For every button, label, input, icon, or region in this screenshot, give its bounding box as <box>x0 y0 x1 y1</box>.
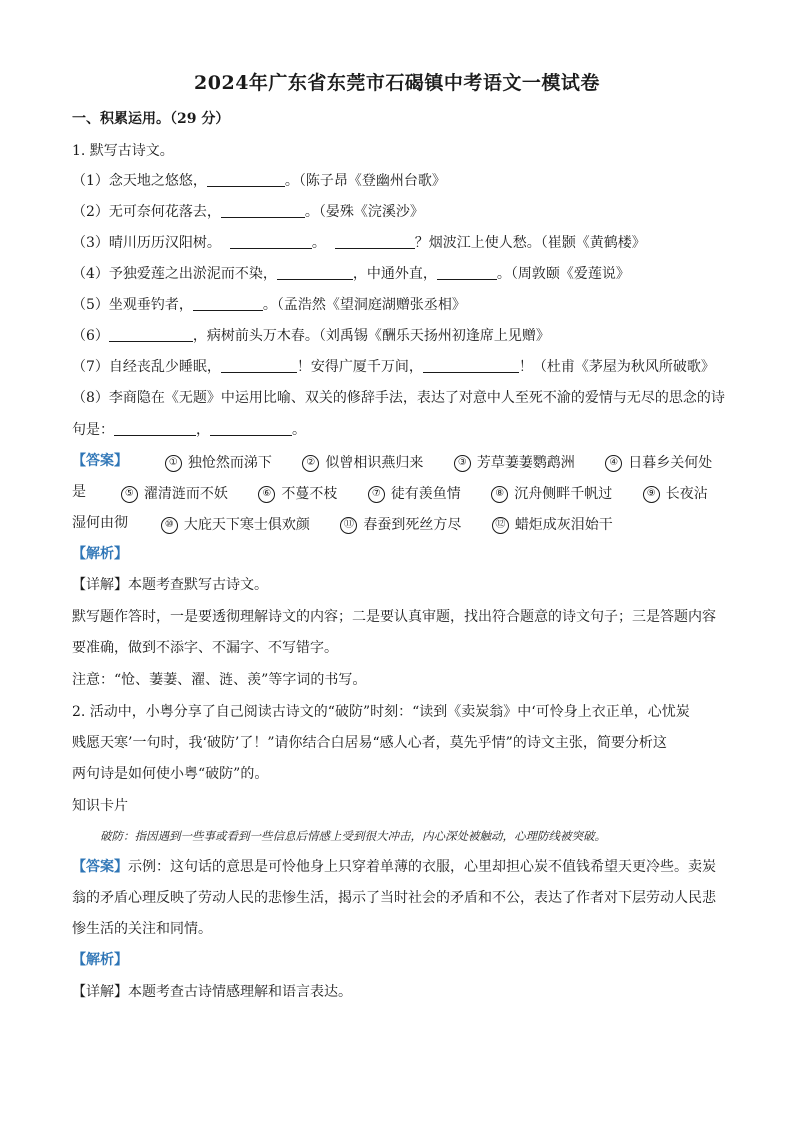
q2-line-1: 2. 活动中，小粤分享了自己阅读古诗文的“破防”时刻：“读到《卖炭翁》中‘可怜身上衣正单，心忧炭 <box>72 704 690 720</box>
detail-tag: 【详解】 <box>72 984 128 1000</box>
answer-item <box>491 484 612 504</box>
answer-text: 日暮乡关何处 <box>628 455 713 471</box>
item-text: （5）坐观垂钓者， <box>72 297 193 313</box>
q2-answer-line-3: 惨生活的关注和同情。 <box>72 921 212 937</box>
number-badge: ⑫ <box>492 517 509 534</box>
answer-item <box>161 515 310 535</box>
answer-blank <box>221 358 297 373</box>
q1-paragraph-1: 默写题作答时，一是要透彻理解诗文的内容；二是要认真审题，找出符合题意的诗文句子；三是答题内容 <box>72 609 716 625</box>
answer-blank <box>230 234 312 249</box>
q1-item-4 <box>72 264 732 284</box>
item-text: （3）晴川历历汉阳树。 <box>72 235 221 251</box>
item-source: 。（周敦颐《爱莲说》 <box>496 266 630 282</box>
answer-blank <box>437 265 497 280</box>
answer-item <box>258 484 337 504</box>
answer-text: 芳草萋萋鹦鹉洲 <box>476 455 575 471</box>
q1-answer-row-3 <box>72 513 732 535</box>
answer-blank <box>114 421 196 436</box>
answer-blank <box>210 421 292 436</box>
analysis-tag: 【解析】 <box>72 952 128 968</box>
item-source: ，病树前头万木春。（刘禹锡《酬乐天扬州初逢席上见赠》 <box>192 328 550 344</box>
answer-item <box>121 484 228 504</box>
page-title: 2024年广东省东莞市石碣镇中考语文一模试卷 <box>194 72 600 94</box>
answer-text: 不蔓不枝 <box>281 486 338 502</box>
q1-answer-row-1 <box>72 451 732 473</box>
q2-detail <box>72 982 732 1002</box>
q1-stem: 1. 默写古诗文。 <box>72 143 174 159</box>
answer-item <box>368 484 461 504</box>
answer-blank <box>207 172 285 187</box>
q1-paragraph-2: 要准确，做到不添字、不漏字、不写错字。 <box>72 640 338 656</box>
detail-tag: 【详解】 <box>72 577 128 593</box>
answer-text: 长夜沾 <box>665 486 708 502</box>
q1-note: 注意：“怆、萋萋、濯、涟、羡”等字词的书写。 <box>72 672 367 688</box>
detail-text: 本题考查默写古诗文。 <box>128 577 268 593</box>
q1-item-8-cont <box>72 420 732 440</box>
q1-item-7 <box>72 357 732 377</box>
number-badge: ④ <box>605 455 622 472</box>
number-badge: ① <box>165 455 182 472</box>
answer-text: 蜡炬成灰泪始干 <box>514 517 613 533</box>
answer-blank <box>335 234 415 249</box>
item-mid: ，中通外直， <box>352 266 437 282</box>
section-heading: 一、积累运用。（29 分） <box>72 111 230 127</box>
item-text: （8）李商隐在《无题》中运用比喻、双关的修辞手法，表达了对意中人至死不渝的爱情与无尽的思念的诗 <box>72 390 725 406</box>
item-source: 。（晏殊《浣溪沙》 <box>304 204 424 220</box>
item-text: （2）无可奈何花落去， <box>72 204 221 220</box>
item-end: 。 <box>292 422 306 438</box>
knowledge-card-text: 破防：指因遇到一些事或看到一些信息后情感上受到很大冲击，内心深处被触动，心理防线被突破。 <box>100 829 606 843</box>
q1-item-3 <box>72 233 732 253</box>
answer-blank <box>193 296 263 311</box>
q1-item-8 <box>72 388 732 408</box>
answer-text: 大庇天下寒士俱欢颜 <box>183 517 310 533</box>
detail-text: 本题考查古诗情感理解和语言表达。 <box>128 984 352 1000</box>
number-badge: ② <box>302 455 319 472</box>
answer-tag: 【答案】 <box>72 453 128 469</box>
answer-item <box>492 515 613 535</box>
q1-item-6 <box>72 326 732 346</box>
number-badge: ⑦ <box>368 486 385 503</box>
answer-text: 独怆然而涕下 <box>187 455 272 471</box>
answer-item <box>643 484 708 504</box>
q2-answer-line-1 <box>72 857 732 877</box>
q1-item-5 <box>72 295 732 315</box>
answer-item <box>340 515 461 535</box>
analysis-tag: 【解析】 <box>72 546 128 562</box>
item-text: 句是： <box>72 422 114 438</box>
answer-tag: 【答案】 <box>72 859 128 875</box>
answer-text: 徒有羡鱼情 <box>390 486 461 502</box>
answer-text: 似曾相识燕归来 <box>325 455 424 471</box>
item-source: ！（杜甫《茅屋为秋风所破歌》 <box>518 359 715 375</box>
q1-item-2 <box>72 202 732 222</box>
answer-prefix: 是 <box>72 484 86 500</box>
number-badge: ⑨ <box>643 486 660 503</box>
answer-item <box>605 453 712 473</box>
number-badge: ⑧ <box>491 486 508 503</box>
number-badge: ⑤ <box>121 486 138 503</box>
q2-line-2: 贱愿天寒’一句时，我‘破防’了！”请你结合白居易“感人心者，莫先乎情”的诗文主张，简要分析这 <box>72 735 667 751</box>
answer-text: 示例：这句话的意思是可怜他身上只穿着单薄的衣服，心里却担心炭不值钱希望天更冷些。卖炭 <box>128 859 716 875</box>
q2-answer-line-2: 翁的矛盾心理反映了劳动人民的悲惨生活，揭示了当时社会的矛盾和不公，表达了作者对下层劳动人民悲 <box>72 890 716 906</box>
q1-item-1 <box>72 171 732 191</box>
item-mid: ！安得广厦千万间， <box>296 359 423 375</box>
item-text: （7）自经丧乱少睡眠， <box>72 359 221 375</box>
answer-blank <box>423 358 519 373</box>
item-text: （6） <box>72 328 109 344</box>
answer-item <box>165 453 272 473</box>
answer-text: 沉舟侧畔千帆过 <box>514 486 613 502</box>
item-text: （1）念天地之悠悠， <box>72 173 207 189</box>
item-mid: ， <box>196 422 210 438</box>
number-badge: ⑩ <box>161 517 178 534</box>
number-badge: ⑪ <box>340 517 357 534</box>
answer-prefix: 湿何由彻 <box>72 515 128 531</box>
answer-text: 春蚕到死丝方尽 <box>363 517 462 533</box>
answer-blank <box>221 203 305 218</box>
number-badge: ⑥ <box>258 486 275 503</box>
answer-text: 濯清涟而不妖 <box>143 486 228 502</box>
item-source: 。（孟浩然《望洞庭湖赠张丞相》 <box>262 297 466 313</box>
knowledge-card-title: 知识卡片 <box>72 798 128 814</box>
answer-blank <box>277 265 353 280</box>
q2-line-3: 两句诗是如何使小粤“破防”的。 <box>72 766 269 782</box>
answer-item <box>302 453 423 473</box>
q1-detail <box>72 575 732 595</box>
item-source: 。（陈子昂《登幽州台歌》 <box>284 173 446 189</box>
item-text: （4）予独爱莲之出淤泥而不染， <box>72 266 277 282</box>
answer-item <box>454 453 575 473</box>
q1-answer-row-2 <box>72 482 732 504</box>
item-mid: 。 <box>311 235 326 251</box>
item-source: ？烟波江上使人愁。（崔颢《黄鹤楼》 <box>414 235 646 251</box>
number-badge: ③ <box>454 455 471 472</box>
answer-blank <box>109 327 193 342</box>
